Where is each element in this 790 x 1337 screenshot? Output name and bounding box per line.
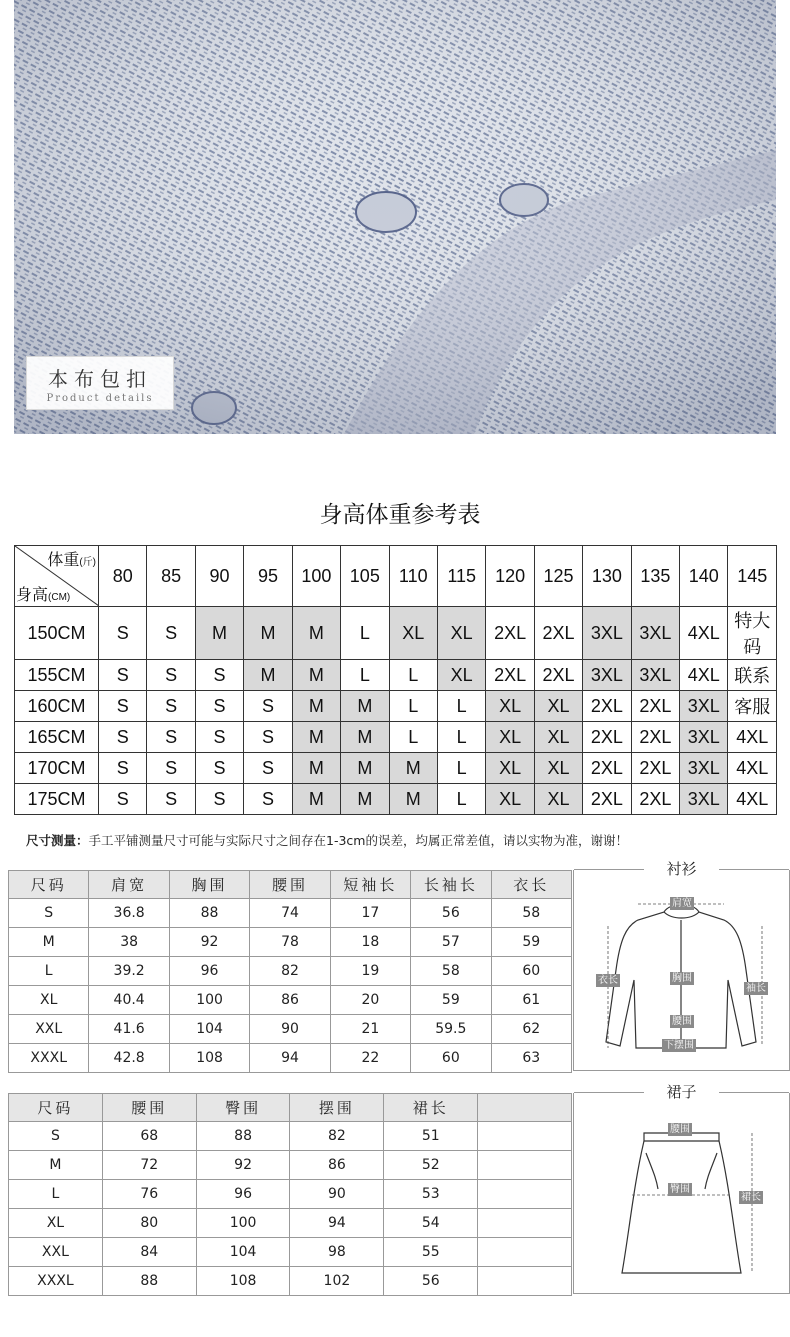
weight-header-cell: 95 — [244, 546, 292, 607]
size-cell: XL — [437, 660, 485, 691]
size-cell: XL — [534, 691, 582, 722]
size-cell: S — [99, 722, 147, 753]
skirt-cell: 68 — [102, 1122, 196, 1151]
skirt-cell: 90 — [290, 1180, 384, 1209]
shirt-cell: 21 — [330, 1015, 410, 1044]
size-cell: 3XL — [631, 607, 679, 660]
shirt-cell: S — [9, 899, 89, 928]
shirt-cell: 90 — [250, 1015, 330, 1044]
size-cell: M — [341, 784, 389, 815]
skirt-cell — [478, 1267, 572, 1296]
shirt-cell: XXL — [9, 1015, 89, 1044]
shirt-cell: 74 — [250, 899, 330, 928]
size-cell: 联系 — [728, 660, 777, 691]
shirt-cell: 100 — [169, 986, 249, 1015]
size-cell: 2XL — [583, 784, 631, 815]
size-cell: S — [99, 691, 147, 722]
weight-header-cell: 85 — [147, 546, 195, 607]
shirt-cell: L — [9, 957, 89, 986]
height-header-label: 身高 — [16, 587, 49, 604]
skirt-cell: M — [9, 1151, 103, 1180]
skirt-header-cell: 尺码 — [9, 1094, 103, 1122]
size-cell: L — [389, 660, 437, 691]
size-cell: S — [147, 607, 195, 660]
shirt-cell: 88 — [169, 899, 249, 928]
shirt-cell: 42.8 — [89, 1044, 169, 1073]
skirt-waist-label: 腰围 — [670, 1124, 690, 1135]
size-cell: XL — [389, 607, 437, 660]
weight-header — [47, 547, 96, 570]
reference-row — [15, 660, 777, 691]
shirt-cell: 60 — [411, 1044, 491, 1073]
size-cell: S — [195, 691, 243, 722]
shirt-header-cell: 短袖长 — [330, 871, 410, 899]
shirt-cell: 96 — [169, 957, 249, 986]
shirt-cell: XL — [9, 986, 89, 1015]
skirt-hip-label: 臀围 — [670, 1184, 690, 1195]
skirt-cell: 86 — [290, 1151, 384, 1180]
skirt-diagram — [573, 1083, 790, 1294]
detail-label-title: 本布包扣 — [48, 367, 152, 391]
size-cell: S — [99, 660, 147, 691]
size-cell: M — [341, 753, 389, 784]
size-cell: S — [147, 660, 195, 691]
size-cell: 3XL — [680, 784, 728, 815]
skirt-size-table — [8, 1093, 572, 1296]
weight-header-cell: 80 — [99, 546, 147, 607]
skirt-cell: 94 — [290, 1209, 384, 1238]
shirt-cell: 82 — [250, 957, 330, 986]
height-cell: 170CM — [15, 753, 99, 784]
shirt-cell: 58 — [491, 899, 571, 928]
skirt-cell: 55 — [384, 1238, 478, 1267]
size-cell: S — [147, 722, 195, 753]
shirt-cell: 39.2 — [89, 957, 169, 986]
shirt-cell: 56 — [411, 899, 491, 928]
detail-label-box — [26, 356, 174, 410]
skirt-cell: 96 — [196, 1180, 290, 1209]
size-cell: S — [147, 753, 195, 784]
size-cell: 2XL — [486, 607, 534, 660]
skirt-cell: 84 — [102, 1238, 196, 1267]
size-cell: 3XL — [680, 753, 728, 784]
size-cell: 客服 — [728, 691, 777, 722]
weight-header-cell: 130 — [583, 546, 631, 607]
shirt-cell: M — [9, 928, 89, 957]
weight-header-cell: 125 — [534, 546, 582, 607]
shirt-cell: 60 — [491, 957, 571, 986]
size-cell: 2XL — [583, 753, 631, 784]
size-cell: L — [389, 722, 437, 753]
skirt-row — [9, 1238, 572, 1267]
size-cell: L — [341, 660, 389, 691]
shirt-cell: 59.5 — [411, 1015, 491, 1044]
size-cell: S — [147, 784, 195, 815]
shirt-cell: XXXL — [9, 1044, 89, 1073]
shirt-cell: 20 — [330, 986, 410, 1015]
skirt-cell: 52 — [384, 1151, 478, 1180]
shirt-header-cell: 尺码 — [9, 871, 89, 899]
skirt-cell: 76 — [102, 1180, 196, 1209]
shirt-chest-label: 胸围 — [672, 973, 692, 984]
height-header — [16, 582, 70, 605]
size-cell: XL — [534, 722, 582, 753]
shirt-cell: 108 — [169, 1044, 249, 1073]
size-cell: M — [292, 691, 340, 722]
size-cell: 3XL — [631, 660, 679, 691]
skirt-cell: 104 — [196, 1238, 290, 1267]
size-cell: XL — [534, 784, 582, 815]
weight-header-cell: 115 — [437, 546, 485, 607]
skirt-cell: 80 — [102, 1209, 196, 1238]
size-cell: S — [195, 784, 243, 815]
shirt-row — [9, 986, 572, 1015]
shirt-header-cell: 肩宽 — [89, 871, 169, 899]
shirt-cell: 86 — [250, 986, 330, 1015]
shirt-cell: 58 — [411, 957, 491, 986]
skirt-cell — [478, 1209, 572, 1238]
skirt-row — [9, 1180, 572, 1209]
detail-label-subtitle: Product details — [46, 393, 154, 404]
size-cell: M — [389, 753, 437, 784]
skirt-cell: 56 — [384, 1267, 478, 1296]
skirt-cell: 51 — [384, 1122, 478, 1151]
shirt-cell: 104 — [169, 1015, 249, 1044]
skirt-row — [9, 1209, 572, 1238]
measurement-note — [26, 831, 628, 849]
shirt-cell: 40.4 — [89, 986, 169, 1015]
reference-row — [15, 691, 777, 722]
size-cell: S — [244, 753, 292, 784]
height-header-unit: (CM) — [48, 592, 71, 603]
size-cell: XL — [534, 753, 582, 784]
size-cell: S — [244, 722, 292, 753]
size-cell: M — [389, 784, 437, 815]
skirt-header-cell: 臀围 — [196, 1094, 290, 1122]
size-cell: L — [437, 722, 485, 753]
skirt-header-cell — [478, 1094, 572, 1122]
weight-header-label: 体重 — [47, 552, 80, 569]
shirt-header-cell: 衣长 — [491, 871, 571, 899]
reference-row — [15, 607, 777, 660]
weight-header-unit: (斤) — [79, 557, 96, 568]
shirt-cell: 78 — [250, 928, 330, 957]
reference-table-title: 身高体重参考表 — [319, 502, 481, 528]
shirt-row — [9, 1015, 572, 1044]
skirt-header-cell: 腰围 — [102, 1094, 196, 1122]
shirt-header-cell: 长袖长 — [411, 871, 491, 899]
size-cell: L — [437, 753, 485, 784]
skirt-cell — [478, 1238, 572, 1267]
weight-header-cell: 105 — [341, 546, 389, 607]
skirt-diagram-caption: 裙子 — [656, 1083, 706, 1101]
size-cell: 2XL — [631, 753, 679, 784]
size-cell: 4XL — [728, 722, 777, 753]
size-cell: M — [292, 784, 340, 815]
size-cell: M — [244, 607, 292, 660]
skirt-cell — [478, 1180, 572, 1209]
shirt-row — [9, 899, 572, 928]
skirt-cell: 92 — [196, 1151, 290, 1180]
skirt-header-cell: 摆围 — [290, 1094, 384, 1122]
size-cell: 3XL — [680, 691, 728, 722]
shirt-cell: 17 — [330, 899, 410, 928]
shirt-cell: 62 — [491, 1015, 571, 1044]
size-cell: 4XL — [680, 660, 728, 691]
skirt-cell: 108 — [196, 1267, 290, 1296]
size-cell: 特大码 — [728, 607, 777, 660]
skirt-row — [9, 1122, 572, 1151]
height-cell: 155CM — [15, 660, 99, 691]
shirt-cell: 18 — [330, 928, 410, 957]
shirt-row — [9, 957, 572, 986]
skirt-length-label: 裙长 — [741, 1192, 761, 1203]
shirt-cell: 19 — [330, 957, 410, 986]
size-cell: S — [195, 660, 243, 691]
size-cell: S — [99, 753, 147, 784]
shirt-waist-label: 腰围 — [672, 1016, 692, 1027]
shirt-cell: 59 — [411, 986, 491, 1015]
size-cell: M — [292, 660, 340, 691]
height-weight-reference-table — [14, 545, 777, 815]
size-cell: 2XL — [583, 691, 631, 722]
shirt-diagram — [573, 860, 790, 1071]
height-cell: 165CM — [15, 722, 99, 753]
weight-header-cell: 120 — [486, 546, 534, 607]
size-cell: M — [292, 722, 340, 753]
size-cell: 3XL — [680, 722, 728, 753]
shirt-size-table — [8, 870, 572, 1073]
size-cell: M — [292, 753, 340, 784]
shirt-shoulder-label: 肩宽 — [672, 898, 692, 909]
size-cell: 2XL — [534, 660, 582, 691]
skirt-cell: XL — [9, 1209, 103, 1238]
shirt-row — [9, 1044, 572, 1073]
reference-header-row — [15, 546, 777, 607]
weight-header-cell: 140 — [680, 546, 728, 607]
skirt-cell: 102 — [290, 1267, 384, 1296]
weight-header-cell: 110 — [389, 546, 437, 607]
reference-row — [15, 722, 777, 753]
shirt-cell: 38 — [89, 928, 169, 957]
size-cell: S — [99, 784, 147, 815]
weight-header-cell: 145 — [728, 546, 777, 607]
skirt-cell: 82 — [290, 1122, 384, 1151]
size-cell: 4XL — [680, 607, 728, 660]
size-cell: M — [292, 607, 340, 660]
size-cell: M — [244, 660, 292, 691]
skirt-cell: 88 — [196, 1122, 290, 1151]
shirt-cell: 92 — [169, 928, 249, 957]
shirt-sleeve-label: 袖长 — [746, 983, 766, 994]
size-cell: M — [341, 691, 389, 722]
weight-header-cell: 100 — [292, 546, 340, 607]
size-cell: XL — [486, 691, 534, 722]
size-cell: 2XL — [631, 691, 679, 722]
size-cell: 4XL — [728, 784, 777, 815]
shirt-cell: 63 — [491, 1044, 571, 1073]
skirt-row — [9, 1267, 572, 1296]
size-cell: S — [195, 722, 243, 753]
shirt-cell: 94 — [250, 1044, 330, 1073]
size-cell: 4XL — [728, 753, 777, 784]
shirt-diagram-caption: 衬衫 — [656, 860, 706, 878]
size-cell: L — [437, 691, 485, 722]
shirt-cell: 36.8 — [89, 899, 169, 928]
size-cell: 2XL — [631, 722, 679, 753]
skirt-cell: XXL — [9, 1238, 103, 1267]
shirt-header-cell: 胸围 — [169, 871, 249, 899]
skirt-cell — [478, 1151, 572, 1180]
shirt-cell: 41.6 — [89, 1015, 169, 1044]
height-cell: 175CM — [15, 784, 99, 815]
size-cell: 3XL — [583, 607, 631, 660]
note-text: 手工平铺测量尺寸可能与实际尺寸之间存在1-3cm的误差，均属正常差值，请以实物为准，谢谢！ — [88, 833, 628, 848]
skirt-cell: 54 — [384, 1209, 478, 1238]
reference-row — [15, 784, 777, 815]
shirt-length-label: 衣长 — [598, 975, 618, 986]
size-cell: S — [244, 784, 292, 815]
skirt-cell: XXXL — [9, 1267, 103, 1296]
weight-header-cell: 135 — [631, 546, 679, 607]
reference-corner-cell — [15, 546, 99, 607]
size-cell: M — [195, 607, 243, 660]
shirt-header-cell: 腰围 — [250, 871, 330, 899]
shirt-hem-label: 下摆围 — [664, 1040, 694, 1051]
size-cell: 2XL — [486, 660, 534, 691]
skirt-row — [9, 1151, 572, 1180]
size-cell: S — [147, 691, 195, 722]
skirt-header-row — [9, 1094, 572, 1122]
size-cell: XL — [437, 607, 485, 660]
size-cell: S — [99, 607, 147, 660]
shirt-row — [9, 928, 572, 957]
reference-row — [15, 753, 777, 784]
shirt-cell: 61 — [491, 986, 571, 1015]
skirt-cell: S — [9, 1122, 103, 1151]
skirt-cell: 72 — [102, 1151, 196, 1180]
skirt-cell: 100 — [196, 1209, 290, 1238]
note-label: 尺寸测量： — [26, 833, 89, 848]
skirt-cell — [478, 1122, 572, 1151]
height-cell: 150CM — [15, 607, 99, 660]
skirt-cell: 53 — [384, 1180, 478, 1209]
shirt-cell: 22 — [330, 1044, 410, 1073]
shirt-cell: 57 — [411, 928, 491, 957]
size-cell: L — [341, 607, 389, 660]
size-cell: 2XL — [534, 607, 582, 660]
size-cell: XL — [486, 722, 534, 753]
size-cell: L — [437, 784, 485, 815]
shirt-cell: 59 — [491, 928, 571, 957]
size-cell: L — [389, 691, 437, 722]
size-cell: XL — [486, 753, 534, 784]
size-cell: M — [341, 722, 389, 753]
shirt-header-row — [9, 871, 572, 899]
weight-header-cell: 90 — [195, 546, 243, 607]
skirt-cell: 88 — [102, 1267, 196, 1296]
size-cell: 2XL — [583, 722, 631, 753]
height-cell: 160CM — [15, 691, 99, 722]
skirt-cell: L — [9, 1180, 103, 1209]
size-cell: 3XL — [583, 660, 631, 691]
size-cell: S — [195, 753, 243, 784]
skirt-header-cell: 裙长 — [384, 1094, 478, 1122]
size-cell: 2XL — [631, 784, 679, 815]
size-cell: XL — [486, 784, 534, 815]
size-cell: S — [244, 691, 292, 722]
skirt-cell: 98 — [290, 1238, 384, 1267]
